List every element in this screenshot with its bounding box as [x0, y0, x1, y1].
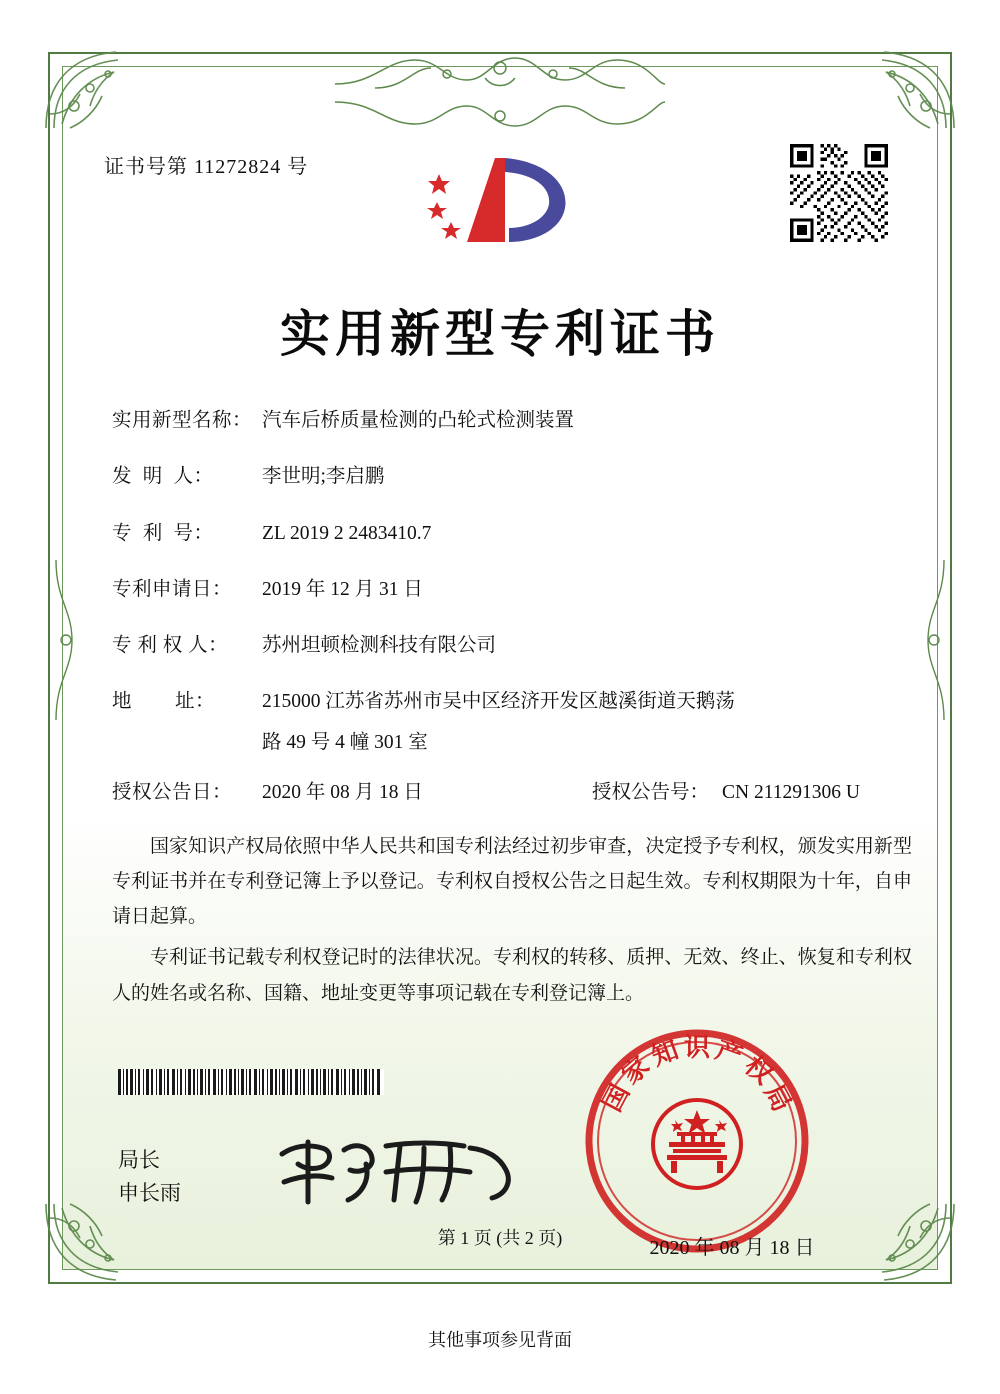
- field-value: 215000 江苏省苏州市吴中区经济开发区越溪街道天鹅荡: [262, 691, 735, 713]
- cnipa-logo-icon: [417, 144, 587, 254]
- svg-text:权: 权: [738, 1050, 778, 1091]
- field-value: 2019 年 12 月 31 日: [262, 578, 423, 600]
- official-seal: [582, 1026, 812, 1256]
- field-label: 实用新型名称：: [112, 410, 253, 431]
- field-value: 苏州坦顿检测科技有限公司: [262, 635, 497, 656]
- footer-note: 其他事项参见背面: [428, 1330, 572, 1350]
- field-value: 汽车后桥质量检测的凸轮式检测装置: [262, 410, 575, 431]
- field-label: 地 址：: [112, 691, 216, 713]
- svg-text:识: 识: [683, 1033, 711, 1063]
- grant-number-value: CN 211291306 U: [722, 781, 860, 803]
- director-label: 局长: [118, 1148, 160, 1172]
- field-row-patent-number: [112, 519, 902, 548]
- field-label: 发 明 人：: [112, 466, 214, 488]
- legal-paragraph-2: 专利证书记载专利权登记时的法律状况。专利权的转移、质押、无效、终止、恢复和专利权人的姓名或名称、国籍、地址变更等事项记载在专利登记簿上。: [112, 947, 912, 1004]
- field-row-inventor: [112, 462, 902, 491]
- svg-text:国: 国: [597, 1079, 637, 1117]
- qr-code: [790, 144, 888, 242]
- svg-text:家: 家: [616, 1050, 656, 1091]
- director-block: [118, 1144, 181, 1209]
- svg-text:知: 知: [647, 1035, 683, 1073]
- field-value: 李世明;李启鹏: [262, 466, 385, 488]
- grant-date-label: 授权公告日：: [112, 781, 233, 803]
- grant-date-value: 2020 年 08 月 18 日: [262, 781, 423, 803]
- barcode: [118, 1069, 384, 1095]
- page-title: 实用新型专利证书: [280, 304, 720, 363]
- field-row-address: [112, 687, 902, 716]
- field-row-utility-model-name: [112, 406, 902, 435]
- field-label: 专利申请日：: [112, 578, 233, 600]
- field-label: 专 利 权 人：: [112, 635, 229, 656]
- field-row-grant-announcement: [112, 778, 902, 807]
- field-value: ZL 2019 2 2483410.7: [262, 522, 432, 544]
- handwritten-signature: [274, 1124, 524, 1214]
- legal-text: [112, 829, 912, 1017]
- certificate-content: [62, 66, 938, 1270]
- field-label: 专 利 号：: [112, 522, 214, 544]
- page-number: 第 1 页 (共 2 页): [437, 1228, 563, 1248]
- seal-date: 2020 年 08 月 18 日: [649, 1237, 815, 1259]
- grant-number-label: 授权公告号：: [592, 781, 710, 803]
- field-row-application-date: [112, 575, 902, 604]
- certificate-number: 证书号第 11272824 号: [104, 156, 309, 178]
- svg-text:局: 局: [757, 1079, 797, 1117]
- field-row-patentee: [112, 631, 902, 660]
- svg-text:产: 产: [711, 1035, 747, 1073]
- legal-paragraph-1: 国家知识产权局依照中华人民共和国专利法经过初步审查，决定授予专利权，颁发实用新型专利证书并在专利登记簿上予以登记。专利权自授权公告之日起生效。专利权期限为十年，自申请日起算。: [112, 836, 912, 928]
- field-list: [112, 406, 902, 834]
- director-name: 申长雨: [118, 1180, 181, 1205]
- address-second-line: 路 49 号 4 幢 301 室: [262, 731, 428, 753]
